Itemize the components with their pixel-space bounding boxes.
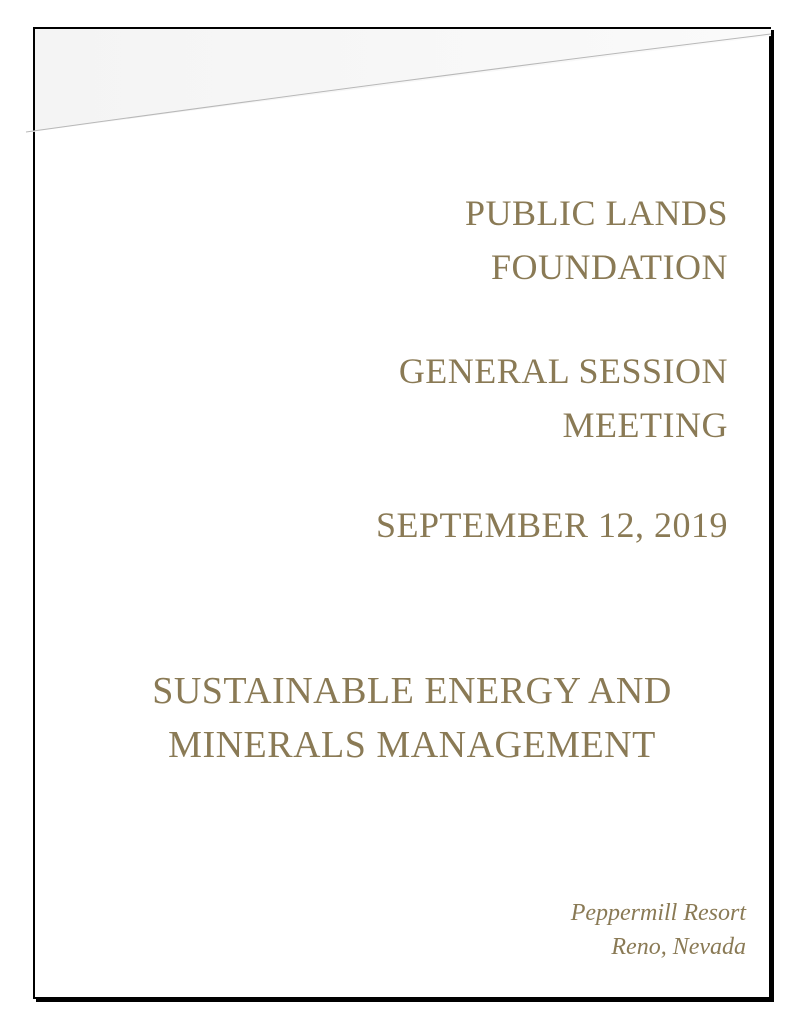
venue-block bbox=[571, 896, 746, 964]
session-line-2: MEETING bbox=[562, 405, 728, 445]
session-title bbox=[399, 344, 728, 452]
subject-line-2: MINERALS MANAGEMENT bbox=[168, 724, 656, 766]
organization-line-1: PUBLIC LANDS bbox=[464, 193, 728, 233]
session-line-1: GENERAL SESSION bbox=[398, 351, 728, 391]
date-text: SEPTEMBER 12, 2019 bbox=[375, 505, 728, 545]
subject-line-1: SUSTAINABLE ENERGY AND bbox=[152, 670, 672, 712]
venue-location: Reno, Nevada bbox=[611, 934, 746, 960]
subject-heading bbox=[0, 664, 804, 772]
organization-line-2: FOUNDATION bbox=[491, 247, 728, 287]
venue-name: Peppermill Resort bbox=[570, 900, 746, 926]
organization-title bbox=[465, 186, 728, 294]
meeting-date bbox=[376, 498, 728, 552]
decorative-swoosh bbox=[0, 0, 804, 160]
